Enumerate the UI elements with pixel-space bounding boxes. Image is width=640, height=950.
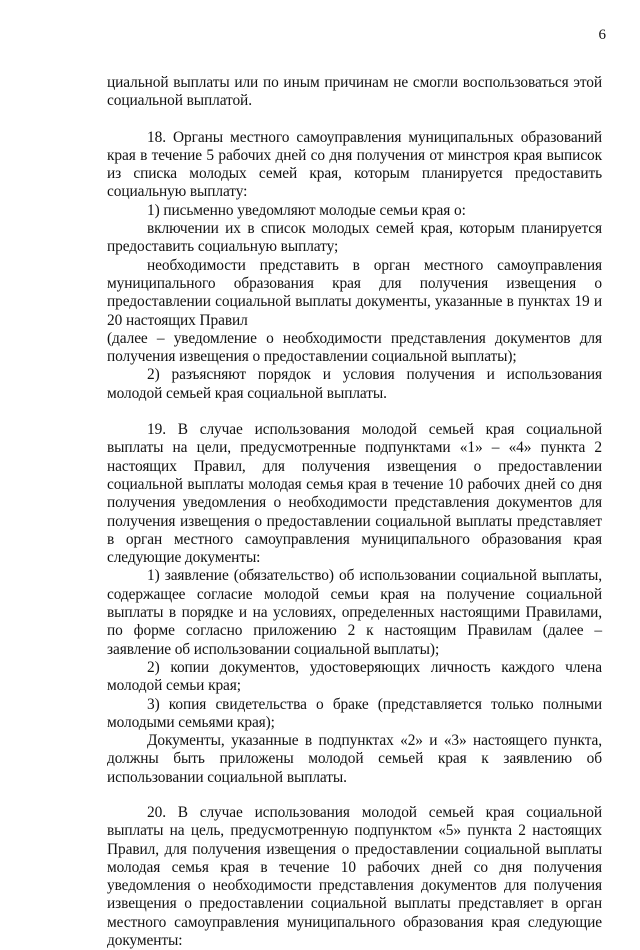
paragraph-spacer <box>107 403 602 421</box>
paragraph-19-item-3: 3) копия свидетельства о браке (представляется только полными молодыми семьями края); <box>107 695 602 731</box>
paragraph-spacer <box>107 111 602 129</box>
paragraph-spacer <box>107 787 602 804</box>
document-body <box>107 74 602 950</box>
paragraph-18-item-1-inclusion: включении их в список молодых семей края, которым планируется предоставить социальную выплату; <box>107 220 602 256</box>
paragraph-19-item-2: 2) копии документов, удостоверяющих личность каждого члена молодой семьи края; <box>107 658 602 695</box>
paragraph-18-item-1: 1) письменно уведомляют молодые семьи края о: <box>147 201 466 219</box>
paragraph-18-item-1-definition: (далее – уведомление о необходимости представления документов для получения извещения о предоставлении социальной выплаты); <box>107 329 602 366</box>
paragraph-18-item-1-documents: необходимости представить в орган местного самоуправления муниципального образования края для получения извещения о предоставлении социальной выплаты документы, указанные в пунктах 19 и 20 настоящих Правил <box>107 256 602 329</box>
paragraph-19: 19. В случае использования молодой семьей края социальной выплаты на цели, предусмотренные подпунктами «1» – «4» пункта 2 настоящих Правил, для получения извещения о предоставлении социальной выплаты молодая семья края в течение 10 рабочих дней со дня получения уведомления о необходимости представления документов для получения извещения о предоставлении социальной выплаты представляет в орган местного самоуправления муниципального образования края следующие документы: <box>107 421 602 567</box>
paragraph-20: 20. В случае использования молодой семьей края социальной выплаты на цель, предусмотренную подпунктом «5» пункта 2 настоящих Правил, для получения извещения о предоставлении социальной выплаты молодая семья края в течение 10 рабочих дней со дня получения уведомления о необходимости представления документов для получения извещения о предоставлении социальной выплаты представляет в орган местного самоуправления муниципального образования края следующие документы: <box>107 803 602 950</box>
paragraph-18: 18. Органы местного самоуправления муниципальных образований края в течение 5 рабочих дней со дня получения от минстроя края выписок из списка молодых семей края, которым планируется предоставить социальную выплату: <box>107 128 602 201</box>
paragraph-continuation: циальной выплаты или по иным причинам не смогли воспользоваться этой социальной выплатой. <box>107 74 602 110</box>
paragraph-18-item-2: 2) разъясняют порядок и условия получения и использования молодой семьей края социальной выплаты. <box>107 366 602 402</box>
paragraph-19-attachments: Документы, указанные в подпунктах «2» и «3» настоящего пункта, должны быть приложены молодой семьей края к заявлению об использовании социальной выплаты. <box>107 732 602 786</box>
page-number: 6 <box>598 27 606 43</box>
paragraph-19-item-1: 1) заявление (обязательство) об использовании социальной выплаты, содержащее согласие молодой семьи края на получение социальной выплаты в порядке и на условиях, определенных настоящими Правилами, по форме согласно приложению 2 к настоящим Правилам (далее – заявление об использовании социальной выплаты); <box>107 567 602 658</box>
